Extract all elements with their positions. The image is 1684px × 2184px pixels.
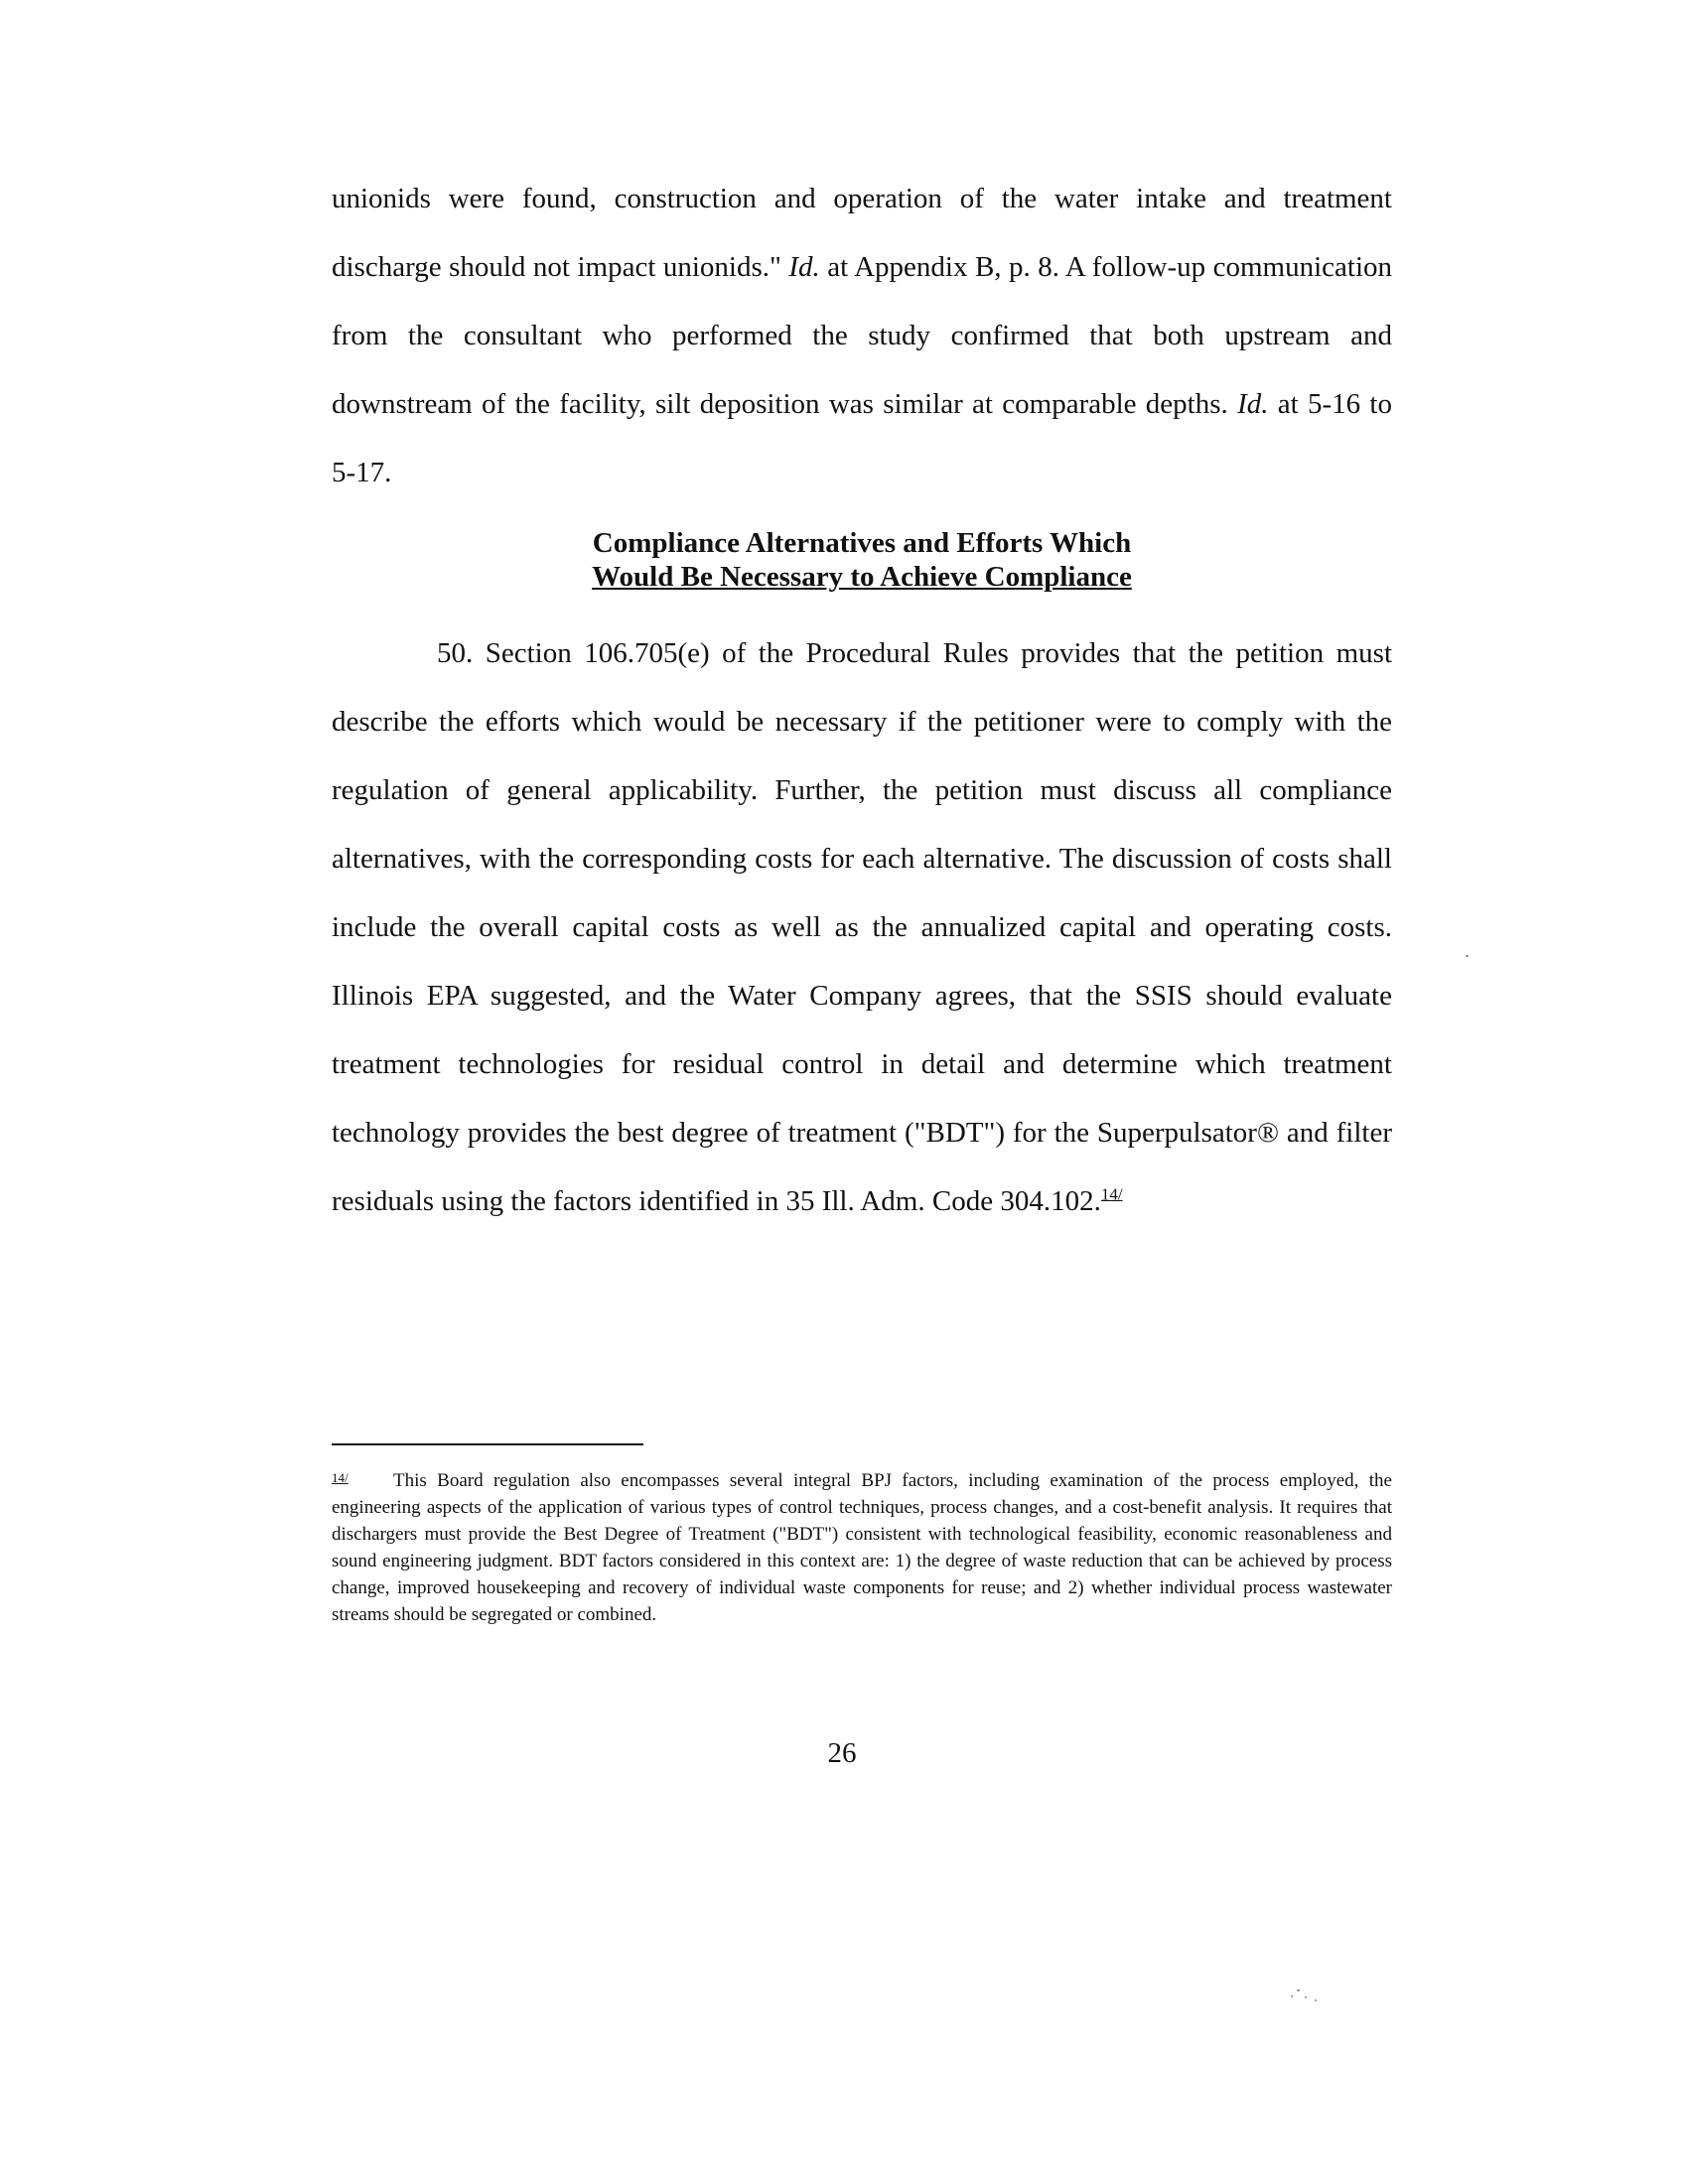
section-heading-line-2: Would Be Necessary to Achieve Compliance — [592, 561, 1132, 593]
scan-speck — [1315, 1999, 1317, 2001]
paragraph-continuation-middle: at Appendix B, p. 8. A follow-up communication from the consultant who performed the study confirmed that both upstream and downstream of the facility, silt deposition was similar at comparable depths. — [332, 251, 1393, 420]
scan-speck — [1291, 1995, 1293, 1997]
paragraph-50 — [332, 619, 1392, 1236]
section-heading-line-1: Compliance Alternatives and Efforts Which — [592, 527, 1132, 559]
citation-id: Id. — [788, 251, 820, 283]
scan-speck — [1297, 1989, 1300, 1991]
footnote-divider — [332, 1443, 643, 1445]
footnote-text: This Board regulation also encompasses several integral BPJ factors, including examination of the process employed, the engineering aspects of the application of various types of control techniques, process changes, and a cost-benefit analysis. It requires that dischargers must provide the Best Degree of Treatment ("BDT") consistent with technological feasibility, economic reasonableness and sound engineering judgment. BDT factors considered in this context are: 1) the degree of waste reduction that can be achieved by process change, improved housekeeping and recovery of individual waste components for reuse; and 2) whether individual process wastewater streams should be segregated or combined. — [332, 1470, 1392, 1625]
section-heading — [332, 526, 1392, 594]
paragraph-continuation-end: at 5-16 to 5-17. — [332, 388, 1392, 488]
page-number: 26 — [827, 1737, 857, 1769]
scan-speck — [1305, 1996, 1307, 1998]
footnote-marker: 14/ — [332, 1470, 349, 1485]
scan-speck — [1466, 955, 1469, 957]
citation-id: Id. — [1237, 388, 1269, 420]
paragraph-50-text: 50. Section 106.705(e) of the Procedural Rules provides that the petition must describe the efforts which would be necessary if the petitioner were to comply with the regulation of general applicability. Further, the petition must discuss all compliance alternatives, with the corresponding costs for each alternative. The discussion of costs shall include the overall capital costs as well as the annualized capital and operating costs. Illinois EPA suggested, and the Water Company agrees, that the SSIS should evaluate treatment technologies for residual control in detail and determine which treatment technology provides the best degree of treatment ("BDT") for the Superpulsator® and filter residuals using the factors identified in 35 Ill. Adm. Code 304.102. — [332, 637, 1392, 1217]
paragraph-continuation — [332, 165, 1392, 507]
paragraph-continuation-text: unionids were found, construction and operation of the water intake and treatment discharge should not impact unionids." — [332, 183, 1392, 283]
footnote-reference[interactable]: 14/ — [1100, 1184, 1123, 1204]
footnote — [332, 1467, 1392, 1628]
